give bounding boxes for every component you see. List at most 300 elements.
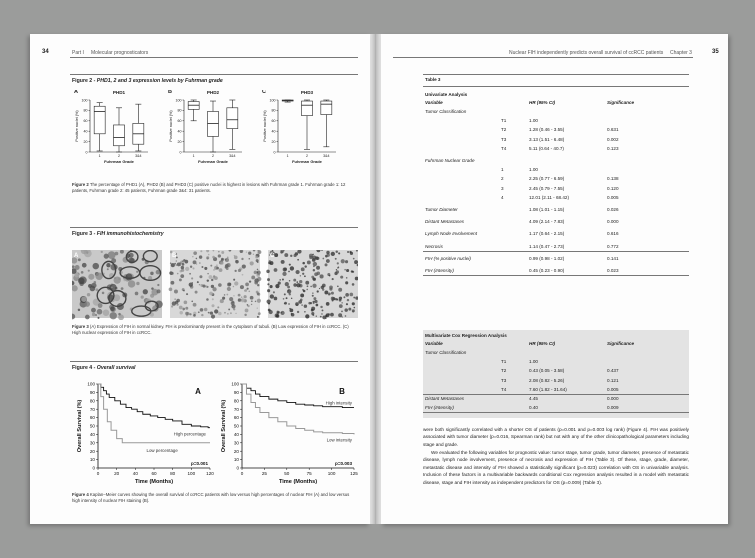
cell-nucleus (91, 308, 96, 313)
x-tick-label: 2 (306, 154, 308, 158)
x-tick-label: 1 (286, 154, 289, 158)
table-cell-significance: 0.023 (607, 268, 619, 273)
cell-nucleus (326, 259, 330, 263)
cell-nucleus (302, 273, 304, 275)
table-cell-subgroup: T1 (501, 118, 507, 124)
table-cell-subgroup: T2 (501, 127, 507, 133)
cell-nucleus (227, 313, 228, 314)
y-tick-label: 40 (233, 432, 239, 437)
cell-nucleus (88, 274, 94, 280)
cell-nucleus (339, 299, 342, 302)
x-tick-label: 100 (187, 471, 196, 476)
cell-nucleus (269, 260, 271, 262)
cell-nucleus (353, 297, 355, 299)
box (94, 106, 105, 134)
cell-nucleus (195, 291, 198, 294)
y-tick-label: 90 (89, 390, 95, 395)
cell-nucleus (242, 264, 246, 268)
cell-nucleus (220, 299, 224, 303)
cell-nucleus (254, 281, 258, 285)
cell-nucleus (212, 256, 215, 259)
cell-nucleus (227, 256, 229, 258)
cell-nucleus (233, 295, 234, 296)
y-tick-label: 40 (177, 129, 182, 134)
cell-nucleus (210, 311, 213, 314)
cell-nucleus (191, 277, 193, 279)
cell-nucleus (306, 289, 308, 291)
cell-nucleus (256, 259, 259, 262)
y-tick-label: 80 (177, 108, 182, 113)
cell-nucleus (352, 302, 355, 305)
cell-nucleus (345, 293, 349, 297)
cell-nucleus (246, 251, 247, 252)
table-cell-hr: 0.43 (0.05 - 3.58) (529, 368, 565, 374)
cell-nucleus (347, 251, 349, 253)
cell-nucleus (248, 252, 251, 255)
figure4-caption: Figure 4 Kaplan–Meier curves showing the overall survival of ccRCC patients with low versus high percentages of nuclear FIH (A) and low versus high intensity of nuclear FIH staining (B). (72, 492, 350, 504)
y-tick-label: 100 (175, 98, 182, 103)
cell-nucleus (326, 302, 330, 306)
table-cell-subgroup: T2 (501, 368, 507, 374)
cell-nucleus (191, 301, 193, 303)
cell-nucleus (345, 260, 348, 263)
table-cell-significance: 0.121 (607, 377, 619, 383)
cell-nucleus (281, 260, 285, 264)
y-tick-label: 100 (269, 98, 276, 103)
part-title: Molecular prognosticators (91, 50, 149, 56)
x-tick-label: 1 (192, 154, 195, 158)
cell-nucleus (353, 258, 355, 260)
table-cell-hr: 7.60 (1.82 - 31.64) (529, 386, 567, 392)
cell-nucleus (277, 311, 279, 313)
cell-nucleus (336, 269, 337, 270)
y-tick-label: 0 (92, 465, 95, 471)
cell-nucleus (210, 265, 212, 267)
cell-nucleus (313, 266, 314, 267)
cell-nucleus (326, 251, 330, 255)
cell-nucleus (279, 279, 281, 281)
cell-nucleus (118, 313, 121, 316)
cell-nucleus (169, 287, 173, 291)
cell-nucleus (304, 275, 306, 277)
table-title: Table 3 (425, 77, 441, 82)
cell-nucleus (267, 289, 270, 292)
cell-nucleus (304, 311, 306, 313)
y-axis-label: Positive nuclei (%) (169, 110, 173, 142)
table-cell-variable: Distant Metastases (425, 396, 465, 401)
cell-nucleus (284, 268, 287, 271)
cell-nucleus (258, 312, 261, 315)
cell-nucleus (254, 271, 257, 274)
cell-nucleus (235, 313, 236, 314)
cell-nucleus (217, 306, 219, 308)
cell-nucleus (126, 273, 133, 280)
cell-nucleus (312, 255, 316, 259)
series-label: Low intensity (326, 437, 352, 443)
cell-nucleus (106, 263, 110, 267)
cell-nucleus (221, 258, 223, 260)
cell-nucleus (322, 309, 324, 311)
cell-nucleus (183, 259, 185, 261)
cell-nucleus (311, 309, 314, 312)
cell-nucleus (253, 254, 254, 255)
cell-nucleus (248, 290, 250, 292)
micrograph-label: B (172, 253, 177, 259)
cell-nucleus (141, 296, 144, 299)
table-cell-significance: 0.123 (607, 145, 619, 151)
col-header-variable: Variable (425, 100, 443, 105)
y-tick-label: 10 (233, 457, 239, 463)
right-page (381, 34, 728, 524)
cell-nucleus (238, 298, 241, 301)
cell-nucleus (225, 259, 226, 260)
cell-nucleus (81, 296, 87, 302)
cell-nucleus (179, 278, 182, 281)
cell-nucleus (346, 269, 349, 272)
x-tick-label: 2 (212, 154, 214, 158)
cell-nucleus (297, 284, 298, 285)
cell-nucleus (211, 279, 213, 281)
cell-nucleus (337, 267, 339, 269)
table-cell-subgroup: 1 (501, 167, 504, 173)
cell-nucleus (289, 264, 291, 266)
cell-nucleus (171, 272, 173, 274)
cell-nucleus (282, 279, 284, 281)
x-tick-label: 3&4 (323, 154, 330, 158)
table-cell-hr: 0.99 (0.98 - 1.02) (529, 255, 565, 261)
km-panel-A (77, 382, 214, 485)
cell-nucleus (267, 283, 269, 285)
figure4-title: Figure 4 - Overall survival (72, 365, 136, 371)
cell-nucleus (244, 314, 246, 316)
cell-nucleus (293, 279, 296, 282)
cell-nucleus (335, 250, 337, 252)
cell-nucleus (281, 312, 282, 313)
cell-nucleus (240, 285, 244, 289)
table-cell-subgroup: T3 (501, 377, 507, 383)
col-header-significance: Significance (607, 341, 635, 346)
table-cell-variable: FIH (Intensity) (425, 268, 454, 273)
cell-nucleus (346, 277, 348, 279)
y-tick-label: 20 (83, 139, 88, 144)
x-axis-label: Time (Months) (134, 479, 174, 485)
cell-nucleus (204, 267, 207, 270)
cell-nucleus (350, 252, 353, 255)
x-tick-label: 2 (118, 154, 120, 158)
y-axis-label: Positive nuclei (%) (75, 110, 79, 142)
cell-nucleus (312, 295, 314, 297)
multivariate-shading (423, 330, 689, 418)
panel-title: PHD2 (206, 90, 220, 95)
cell-nucleus (212, 287, 216, 291)
cell-nucleus (320, 316, 322, 318)
table-heading: Univariate Analysis (425, 92, 468, 97)
cell-nucleus (218, 251, 220, 253)
micrograph-panel-c (266, 250, 358, 319)
survival-curve-low (242, 384, 354, 434)
cell-nucleus (297, 259, 299, 261)
table-cell-hr: 3.13 (1.51 - 6.48) (529, 136, 565, 142)
cell-nucleus (241, 299, 242, 300)
cell-nucleus (332, 278, 334, 280)
table-row-rule (423, 412, 689, 413)
x-tick-label: 40 (132, 471, 138, 476)
table-cell-hr: 0.40 (529, 405, 538, 411)
table-cell-variable: Tumor Diameter (425, 207, 458, 212)
cell-nucleus (329, 285, 333, 289)
cell-nucleus (330, 313, 334, 317)
cell-nucleus (255, 301, 257, 303)
table-row-rule (423, 251, 689, 252)
table-heading: Multivariate Cox Regression Analysis (425, 333, 507, 338)
book-spine (370, 34, 381, 524)
fig2-top-rule (70, 74, 358, 75)
y-tick-label: 30 (89, 440, 95, 446)
x-tick-label: 0 (240, 471, 244, 476)
cell-nucleus (209, 275, 213, 279)
table-cell-subgroup: 4 (501, 194, 504, 200)
cell-nucleus (290, 255, 292, 257)
cell-nucleus (200, 250, 202, 252)
x-tick-label: 1 (98, 154, 101, 158)
cell-nucleus (352, 310, 354, 312)
cell-nucleus (228, 283, 231, 286)
cell-nucleus (314, 272, 318, 276)
cell-nucleus (234, 270, 236, 272)
cell-nucleus (287, 286, 290, 289)
box (114, 125, 125, 146)
cell-nucleus (313, 262, 317, 266)
left-page (30, 34, 370, 524)
cell-nucleus (110, 312, 117, 319)
cell-nucleus (348, 308, 351, 311)
table-cell-significance: 0.005 (607, 194, 619, 200)
cell-nucleus (199, 255, 202, 258)
cell-nucleus (266, 270, 269, 273)
cell-nucleus (205, 285, 207, 287)
cell-nucleus (270, 285, 273, 288)
cell-nucleus (128, 280, 135, 287)
cell-nucleus (312, 254, 314, 256)
table-cell-variable: Distant Metastases (425, 219, 465, 225)
y-tick-label: 0 (236, 465, 239, 471)
p-value: p=0.001 (191, 461, 208, 466)
cell-nucleus (221, 251, 224, 254)
cell-nucleus (234, 281, 238, 285)
col-header-hr: HR (95% CI) (529, 100, 556, 105)
cell-nucleus (304, 304, 307, 307)
cell-nucleus (222, 297, 225, 300)
cell-nucleus (284, 253, 288, 257)
cell-nucleus (305, 314, 309, 318)
cell-nucleus (293, 254, 296, 257)
cell-nucleus (94, 281, 97, 284)
x-tick-label: 3&4 (135, 154, 142, 158)
cell-nucleus (319, 288, 320, 289)
cell-nucleus (88, 270, 90, 272)
cell-nucleus (238, 269, 241, 272)
cell-nucleus (192, 256, 193, 257)
cell-nucleus (350, 293, 354, 297)
cell-nucleus (244, 289, 247, 292)
cell-nucleus (296, 270, 300, 274)
cell-nucleus (75, 265, 80, 270)
cell-nucleus (270, 294, 274, 298)
y-axis-label: Overall Survival (%) (77, 399, 83, 453)
cell-nucleus (337, 262, 339, 264)
cell-nucleus (108, 251, 116, 259)
figure3-caption: Figure 3 (A) Expression of FIH in normal kidney. FIH is predominantly present in the cytoplasm of tubuli. (B) Low expression of FIH in ccRCC. (C) High nuclear expression of FIH in ccRCC. (72, 324, 349, 336)
panel-letter: B (339, 387, 345, 396)
cell-nucleus (193, 303, 197, 307)
cell-nucleus (312, 301, 314, 303)
cell-nucleus (329, 275, 331, 277)
y-tick-label: 40 (83, 129, 88, 134)
cell-nucleus (174, 298, 176, 300)
cell-nucleus (242, 274, 244, 276)
cell-nucleus (186, 293, 188, 295)
cell-nucleus (310, 286, 312, 288)
y-tick-label: 20 (177, 139, 182, 144)
x-tick-label: 60 (151, 471, 157, 476)
x-axis-label: Fuhrman Grade (198, 159, 228, 164)
cell-nucleus (82, 263, 87, 268)
table-cell-variable: Lymph Node Involvement (425, 231, 478, 237)
header-rule (70, 57, 358, 58)
cell-nucleus (288, 271, 290, 273)
cell-nucleus (325, 263, 328, 266)
cell-nucleus (211, 304, 214, 307)
cell-nucleus (331, 292, 334, 295)
cell-nucleus (224, 294, 226, 296)
y-tick-label: 60 (271, 119, 276, 124)
cell-nucleus (190, 266, 192, 268)
y-tick-label: 0 (179, 150, 182, 155)
cell-nucleus (230, 312, 232, 314)
cell-nucleus (179, 311, 182, 314)
survival-curve-high (98, 384, 210, 428)
y-tick-label: 30 (233, 440, 239, 446)
cell-nucleus (257, 292, 260, 295)
cell-nucleus (290, 266, 294, 270)
col-header-significance: Significance (607, 100, 635, 105)
cell-nucleus (213, 269, 214, 270)
cell-nucleus (287, 289, 291, 293)
y-tick-label: 20 (271, 139, 276, 144)
cell-nucleus (233, 279, 235, 281)
cell-nucleus (302, 262, 305, 265)
cell-nucleus (257, 284, 259, 286)
col-header-variable: Variable (425, 341, 443, 346)
figure2-title: Figure 2 - PHD1, 2 and 3 expression levels by Fuhrman grade (72, 78, 223, 84)
table-cell-significance: 0.437 (607, 368, 619, 374)
y-tick-label: 50 (233, 423, 239, 429)
km-panel-B (221, 382, 358, 485)
cell-nucleus (296, 281, 298, 283)
cell-nucleus (202, 284, 205, 287)
cell-nucleus (185, 267, 189, 271)
cell-nucleus (300, 275, 301, 276)
cell-nucleus (231, 301, 235, 305)
cell-nucleus (321, 313, 323, 315)
table-cell-hr: 2.45 (0.79 - 7.55) (529, 185, 565, 191)
table-cell-significance: 0.120 (607, 185, 619, 191)
table-cell-hr: 1.28 (0.46 - 3.55) (529, 127, 565, 133)
y-tick-label: 90 (233, 390, 239, 395)
cell-nucleus (235, 260, 238, 263)
y-tick-label: 60 (83, 119, 88, 124)
cell-nucleus (250, 296, 254, 300)
cell-nucleus (171, 263, 175, 267)
p-value: p=0.003 (335, 461, 352, 466)
y-tick-label: 80 (271, 108, 276, 113)
page-number-right: 35 (712, 49, 719, 55)
cell-nucleus (197, 281, 199, 283)
cell-nucleus (81, 271, 84, 274)
cell-nucleus (234, 255, 235, 256)
cell-nucleus (295, 302, 299, 306)
cell-nucleus (322, 258, 324, 260)
cell-nucleus (267, 278, 270, 281)
cell-nucleus (338, 313, 342, 317)
y-tick-label: 100 (87, 381, 95, 387)
y-tick-label: 10 (89, 457, 95, 463)
box (321, 101, 332, 115)
cell-nucleus (257, 316, 259, 318)
cell-nucleus (135, 292, 139, 296)
cell-nucleus (307, 260, 311, 264)
cell-nucleus (301, 304, 302, 305)
cell-nucleus (238, 294, 241, 297)
cell-nucleus (247, 288, 249, 290)
cell-nucleus (225, 264, 229, 268)
x-tick-label: 0 (96, 471, 100, 476)
x-tick-label: 50 (284, 471, 290, 476)
y-tick-label: 40 (89, 432, 95, 437)
cell-nucleus (185, 312, 188, 315)
cell-nucleus (316, 304, 319, 307)
table-top-rule (423, 74, 689, 75)
cell-nucleus (312, 292, 313, 293)
cell-nucleus (143, 289, 148, 294)
table-cell-variable: Tumor Classification (425, 350, 467, 355)
cell-nucleus (328, 294, 330, 296)
table-cell-hr: 1.00 (529, 167, 538, 173)
cell-nucleus (273, 291, 275, 293)
col-header-hr: HR (95% CI) (529, 341, 556, 346)
y-tick-label: 0 (85, 150, 88, 155)
cell-nucleus (220, 261, 223, 264)
cell-nucleus (78, 258, 81, 261)
series-label: High percentage (173, 431, 206, 437)
cell-nucleus (176, 260, 178, 262)
cell-nucleus (354, 307, 356, 309)
cell-nucleus (170, 263, 171, 264)
x-tick-label: 125 (350, 471, 358, 476)
cell-nucleus (136, 282, 139, 285)
table-cell-hr: 1.14 (0.47 - 2.73) (529, 243, 565, 249)
cell-nucleus (241, 296, 243, 298)
cell-nucleus (291, 313, 295, 317)
cell-nucleus (90, 286, 96, 292)
micrograph-label: C (270, 253, 275, 259)
table-cell-hr: 0.45 (0.23 - 0.90) (529, 268, 565, 273)
cell-nucleus (219, 268, 223, 272)
table-cell-hr: 2.25 (0.77 - 6.59) (529, 176, 565, 182)
cell-nucleus (302, 289, 304, 291)
y-tick-label: 20 (89, 448, 95, 454)
y-tick-label: 60 (89, 415, 95, 421)
